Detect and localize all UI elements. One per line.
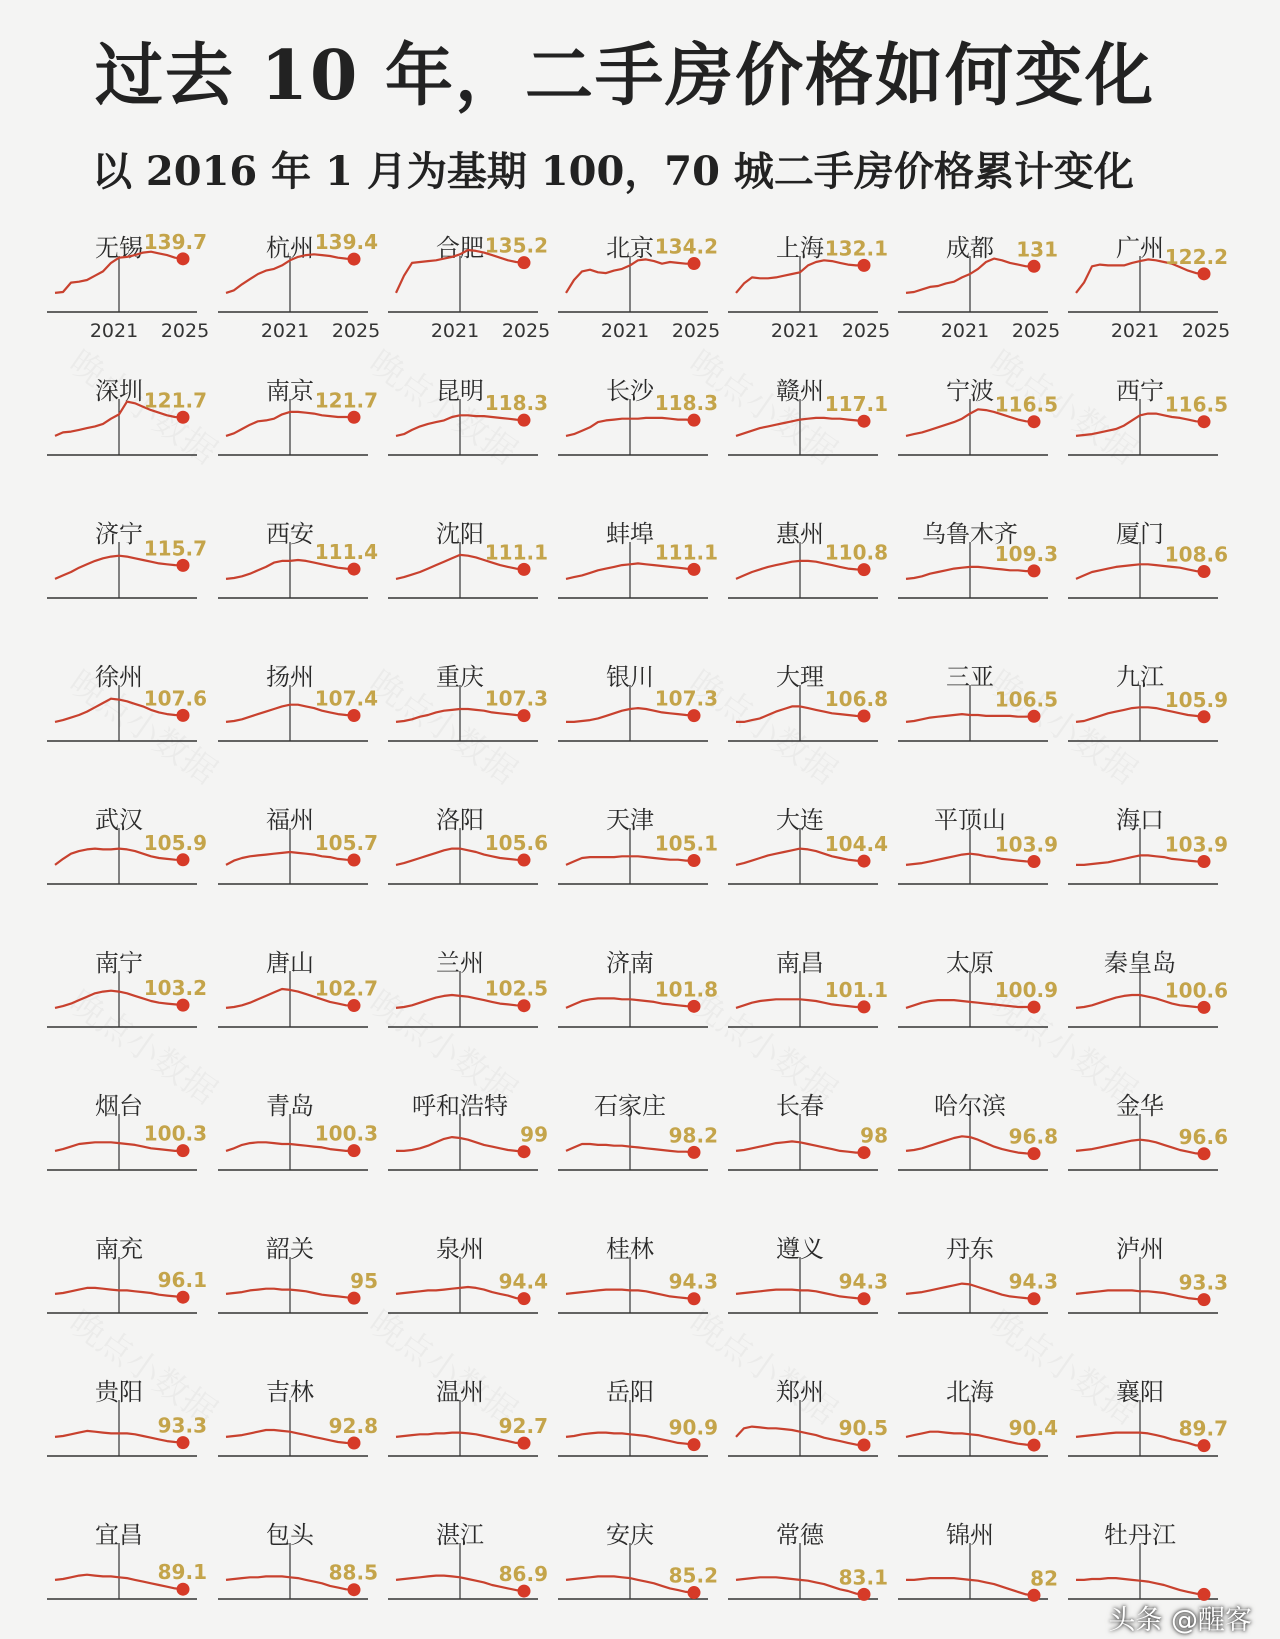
city-panel [1068,949,1228,1027]
end-value-label: 93.3 [1178,1270,1228,1295]
end-value-label: 105.6 [484,831,548,856]
end-value-label: 104.4 [824,832,888,857]
city-panel [1068,234,1230,342]
city-name-label: 南京 [266,377,314,405]
city-panel [558,377,718,455]
end-value-label: 118.3 [484,391,548,416]
end-value-label: 106.5 [994,687,1058,712]
series-end-dot [1028,1439,1041,1452]
city-name-label: 岳阳 [606,1378,654,1406]
city-name-label: 韶关 [266,1235,314,1263]
series-end-dot [858,1292,871,1305]
city-name-label: 泉州 [436,1235,484,1263]
series-end-dot [1028,855,1041,868]
x-tick-label: 2025 [1011,320,1061,342]
series-end-dot [1028,260,1041,273]
city-panel [898,1378,1058,1456]
city-panel [218,806,378,884]
end-value-label: 121.7 [314,388,378,413]
x-tick-label: 2025 [331,320,381,342]
city-panel [1068,1235,1228,1313]
end-value-label: 85.2 [668,1563,718,1588]
end-value-label: 106.8 [824,687,888,712]
end-value-label: 93.3 [157,1413,207,1438]
end-value-label: 116.5 [994,392,1058,417]
series-end-dot [688,709,701,722]
city-name-label: 贵阳 [95,1378,143,1406]
end-value-label: 116.5 [1164,392,1228,417]
city-name-label: 上海 [776,234,824,262]
end-value-label: 92.8 [328,1414,378,1439]
city-name-label: 天津 [606,806,654,834]
x-tick-label: 2025 [160,320,210,342]
series-end-dot [177,1144,190,1157]
city-name-label: 哈尔滨 [934,1092,1006,1120]
end-value-label: 99 [520,1122,548,1147]
series-end-dot [858,415,871,428]
series-end-dot [1198,1147,1211,1160]
series-end-dot [688,1292,701,1305]
city-panel [218,1092,378,1170]
end-value-label: 94.3 [838,1269,888,1294]
end-value-label: 118.3 [654,391,718,416]
x-tick-label: 2025 [1181,320,1231,342]
city-name-label: 蚌埠 [606,520,654,548]
end-value-label: 135.2 [484,233,548,258]
city-name-label: 广州 [1116,234,1164,262]
city-name-label: 金华 [1116,1092,1164,1120]
series-end-dot [688,1000,701,1013]
series-end-dot [348,999,361,1012]
end-value-label: 105.7 [314,830,378,855]
city-panel [388,377,548,455]
city-name-label: 武汉 [95,806,143,834]
city-panel [218,520,378,598]
city-name-label: 济南 [606,949,654,977]
end-value-label: 105.9 [143,830,207,855]
end-value-label: 96.1 [157,1268,207,1293]
end-value-label: 115.7 [143,536,207,561]
series-end-dot [1028,1292,1041,1305]
city-panel [728,1521,888,1601]
series-end-dot [688,854,701,867]
end-value-label: 139.7 [143,229,207,254]
series-end-dot [1198,710,1211,723]
city-panel [728,1235,888,1313]
city-panel [558,1235,718,1313]
city-panel [47,663,207,741]
series-end-dot [518,256,531,269]
series-end-dot [1198,1293,1211,1306]
series-end-dot [858,855,871,868]
end-value-label: 121.7 [143,388,207,413]
city-name-label: 重庆 [436,663,484,691]
city-panel [898,377,1058,455]
series-end-dot [1198,1439,1211,1452]
city-name-label: 北海 [946,1378,994,1406]
series-end-dot [348,253,361,266]
series-end-dot [177,999,190,1012]
city-panel [558,1092,718,1170]
city-name-label: 秦皇岛 [1104,949,1176,977]
city-panel [218,663,378,741]
series-end-dot [177,411,190,424]
city-panel [1068,1378,1228,1456]
x-tick-label: 2021 [430,320,480,342]
end-value-label: 100.9 [994,978,1058,1003]
city-panel [388,520,548,598]
city-panel [728,520,888,598]
series-end-dot [518,1437,531,1450]
series-end-dot [177,252,190,265]
end-value-label: 102.7 [314,976,378,1001]
end-value-label: 107.6 [143,686,207,711]
city-panel [898,949,1058,1027]
city-panel [218,377,378,455]
end-value-label: 94.3 [1008,1269,1058,1294]
city-panel [898,1235,1058,1313]
end-value-label: 103.2 [143,976,207,1001]
city-name-label: 平顶山 [934,806,1006,834]
series-end-dot [348,853,361,866]
city-name-label: 遵义 [776,1235,824,1263]
city-name-label: 吉林 [266,1378,314,1406]
city-panel [388,1521,548,1599]
city-name-label: 宜昌 [95,1521,143,1549]
city-name-label: 丹东 [946,1235,994,1263]
end-value-label: 103.9 [994,832,1058,857]
city-panel [558,1521,718,1599]
city-name-label: 锦州 [946,1521,994,1549]
city-panel [47,230,209,342]
series-end-dot [518,414,531,427]
series-end-dot [518,1292,531,1305]
city-name-label: 太原 [946,949,994,977]
city-panel [728,1092,888,1170]
city-panel [47,806,207,884]
city-name-label: 北京 [606,234,654,262]
end-value-label: 95 [350,1269,378,1294]
series-end-dot [518,854,531,867]
end-value-label: 98.2 [668,1123,718,1148]
city-panel [47,1235,207,1313]
series-end-dot [518,1145,531,1158]
series-end-dot [348,563,361,576]
city-name-label: 西宁 [1116,377,1164,405]
city-name-label: 温州 [436,1378,484,1406]
end-value-label: 131 [1016,237,1058,262]
series-end-dot [1198,267,1211,280]
city-panel [558,663,718,741]
city-panel [558,520,718,598]
series-end-dot [177,559,190,572]
city-panel [1068,806,1228,884]
series-end-dot [348,1144,361,1157]
series-end-dot [348,1437,361,1450]
end-value-label: 96.6 [1178,1124,1228,1149]
city-name-label: 泸州 [1116,1235,1164,1263]
city-panel [1068,1092,1228,1170]
city-name-label: 牡丹江 [1104,1521,1176,1549]
city-panel [728,234,890,342]
series-end-dot [1028,710,1041,723]
city-name-label: 徐州 [95,663,143,691]
end-value-label: 90.9 [668,1415,718,1440]
end-value-label: 94.3 [668,1269,718,1294]
end-value-label: 101.1 [824,977,888,1002]
end-value-label: 92.7 [498,1414,548,1439]
end-value-label: 86.9 [498,1562,548,1587]
series-end-dot [518,563,531,576]
city-panel [728,949,888,1027]
series-end-dot [177,709,190,722]
city-panel [558,234,720,342]
city-panel [898,806,1058,884]
city-panel [558,806,718,884]
city-name-label: 无锡 [95,234,143,262]
city-name-label: 南昌 [776,949,824,977]
city-panel [388,1378,548,1456]
city-panel [47,1521,207,1599]
city-panel [218,1378,378,1456]
series-end-dot [1198,415,1211,428]
city-panel [47,1378,207,1456]
end-value-label: 100.3 [314,1121,378,1146]
series-end-dot [1028,1589,1041,1602]
city-panel [218,230,380,342]
x-tick-label: 2021 [600,320,650,342]
end-value-label: 103.9 [1164,832,1228,857]
series-end-dot [858,1146,871,1159]
city-panel [558,1378,718,1456]
city-panel [1068,377,1228,455]
end-value-label: 111.1 [484,540,548,565]
end-value-label: 111.4 [314,540,378,565]
city-panel [898,1521,1058,1602]
series-end-dot [858,563,871,576]
x-tick-label: 2021 [260,320,310,342]
end-value-label: 88.5 [328,1560,378,1585]
city-name-label: 杭州 [266,234,314,262]
series-end-dot [1198,855,1211,868]
city-name-label: 银川 [606,663,654,691]
series-end-dot [348,1292,361,1305]
city-panel [728,1378,888,1456]
end-value-label: 107.3 [654,686,718,711]
city-name-label: 唐山 [266,949,314,977]
city-panel [1068,520,1228,598]
city-name-label: 九江 [1116,663,1164,691]
city-name-label: 南宁 [95,949,143,977]
city-panel [218,1235,378,1313]
city-name-label: 长春 [776,1092,824,1120]
city-panel [47,1092,207,1170]
city-name-label: 桂林 [606,1235,654,1263]
series-end-dot [177,853,190,866]
city-name-label: 合肥 [436,234,484,262]
end-value-label: 107.3 [484,686,548,711]
city-panel [218,1521,378,1599]
city-name-label: 洛阳 [436,806,484,834]
series-end-dot [858,710,871,723]
series-end-dot [858,259,871,272]
end-value-label: 108.6 [1164,542,1228,567]
city-panel [558,949,718,1027]
city-name-label: 烟台 [95,1092,143,1120]
series-end-dot [348,709,361,722]
city-name-label: 兰州 [436,949,484,977]
city-name-label: 赣州 [776,377,824,405]
x-tick-label: 2021 [89,320,139,342]
series-end-dot [518,1585,531,1598]
city-name-label: 石家庄 [594,1092,666,1120]
city-panel [47,377,207,455]
end-value-label: 109.3 [994,541,1058,566]
city-panel [218,949,378,1027]
city-panel [47,520,207,598]
city-name-label: 扬州 [266,663,314,691]
end-value-label: 111.1 [654,540,718,565]
source-credit: 头条 @醒客 [1108,1605,1252,1636]
series-end-dot [1028,415,1041,428]
series-end-dot [177,1583,190,1596]
city-name-label: 沈阳 [436,520,484,548]
series-end-dot [858,1588,871,1601]
end-value-label: 89.7 [1178,1416,1228,1441]
series-end-dot [688,1146,701,1159]
series-end-dot [688,563,701,576]
series-end-dot [177,1436,190,1449]
city-name-label: 湛江 [436,1521,484,1549]
series-end-dot [518,709,531,722]
end-value-label: 100.3 [143,1121,207,1146]
city-name-label: 包头 [266,1521,314,1549]
series-end-dot [688,257,701,270]
series-end-dot [518,999,531,1012]
end-value-label: 94.4 [498,1269,548,1294]
city-name-label: 长沙 [606,377,654,405]
city-name-label: 乌鲁木齐 [922,520,1018,548]
chart-subtitle: 以 2016 年 1 月为基期 100，70 城二手房价格累计变化 [92,148,1134,195]
series-end-dot [688,414,701,427]
series-end-dot [348,1583,361,1596]
end-value-label: 107.4 [314,686,378,711]
city-name-label: 呼和浩特 [412,1092,508,1120]
series-end-dot [858,1000,871,1013]
city-panel [898,520,1058,598]
city-panel [388,663,548,741]
city-panel [47,949,207,1027]
city-name-label: 安庆 [606,1521,654,1549]
end-value-label: 101.8 [654,977,718,1002]
city-name-label: 成都 [946,234,994,262]
end-value-label: 134.2 [654,234,718,259]
city-panel [388,1235,548,1313]
city-panel [1068,663,1228,741]
end-value-label: 89.1 [157,1560,207,1585]
end-value-label: 110.8 [824,540,888,565]
series-end-dot [1028,564,1041,577]
series-end-dot [1028,1147,1041,1160]
city-panel [898,1092,1058,1170]
end-value-label: 102.5 [484,976,548,1001]
end-value-label: 132.1 [824,236,888,261]
city-name-label: 海口 [1116,806,1164,834]
end-value-label: 82 [1030,1566,1058,1591]
city-panel [388,806,548,884]
city-panel [898,234,1060,342]
end-value-label: 96.8 [1008,1124,1058,1149]
end-value-label: 98 [860,1123,888,1148]
end-value-label: 139.4 [314,230,378,255]
city-panel [388,949,548,1027]
series-end-dot [177,1291,190,1304]
chart-title: 过去 10 年，二手房价格如何变化 [95,36,1155,116]
city-name-label: 昆明 [436,377,484,405]
city-name-label: 襄阳 [1116,1378,1164,1406]
end-value-label: 90.4 [1008,1416,1058,1441]
city-name-label: 三亚 [946,663,994,691]
city-name-label: 大理 [776,663,824,691]
end-value-label: 83.1 [838,1565,888,1590]
city-name-label: 青岛 [266,1092,314,1120]
end-value-label: 100.6 [1164,978,1228,1003]
city-name-label: 厦门 [1116,520,1164,548]
series-end-dot [348,411,361,424]
end-value-label: 117.1 [824,392,888,417]
end-value-label: 105.1 [654,831,718,856]
city-name-label: 郑州 [776,1378,824,1406]
city-panel [1068,1521,1218,1601]
x-tick-label: 2021 [770,320,820,342]
city-panel [898,663,1058,741]
city-name-label: 大连 [776,806,824,834]
city-name-label: 惠州 [776,520,824,548]
x-tick-label: 2025 [501,320,551,342]
city-panel [728,806,888,884]
end-value-label: 90.5 [838,1416,888,1440]
x-tick-label: 2025 [671,320,721,342]
series-end-dot [1198,565,1211,578]
city-name-label: 宁波 [946,377,994,405]
x-tick-label: 2025 [841,320,891,342]
end-value-label: 105.9 [1164,687,1228,712]
city-name-label: 深圳 [95,377,143,405]
series-end-dot [1198,1001,1211,1014]
city-panel [388,234,550,342]
x-tick-label: 2021 [1110,320,1160,342]
x-tick-label: 2021 [940,320,990,342]
city-name-label: 福州 [266,806,314,834]
city-panel [728,663,888,741]
series-end-dot [688,1586,701,1599]
series-end-dot [1028,1001,1041,1014]
city-panel [388,1092,548,1170]
series-end-dot [688,1438,701,1451]
city-name-label: 常德 [776,1521,824,1549]
city-panel [728,377,888,455]
series-end-dot [858,1439,871,1452]
end-value-label: 122.2 [1164,244,1228,269]
city-name-label: 济宁 [95,520,143,548]
city-name-label: 西安 [266,520,314,548]
city-name-label: 南充 [95,1235,143,1263]
